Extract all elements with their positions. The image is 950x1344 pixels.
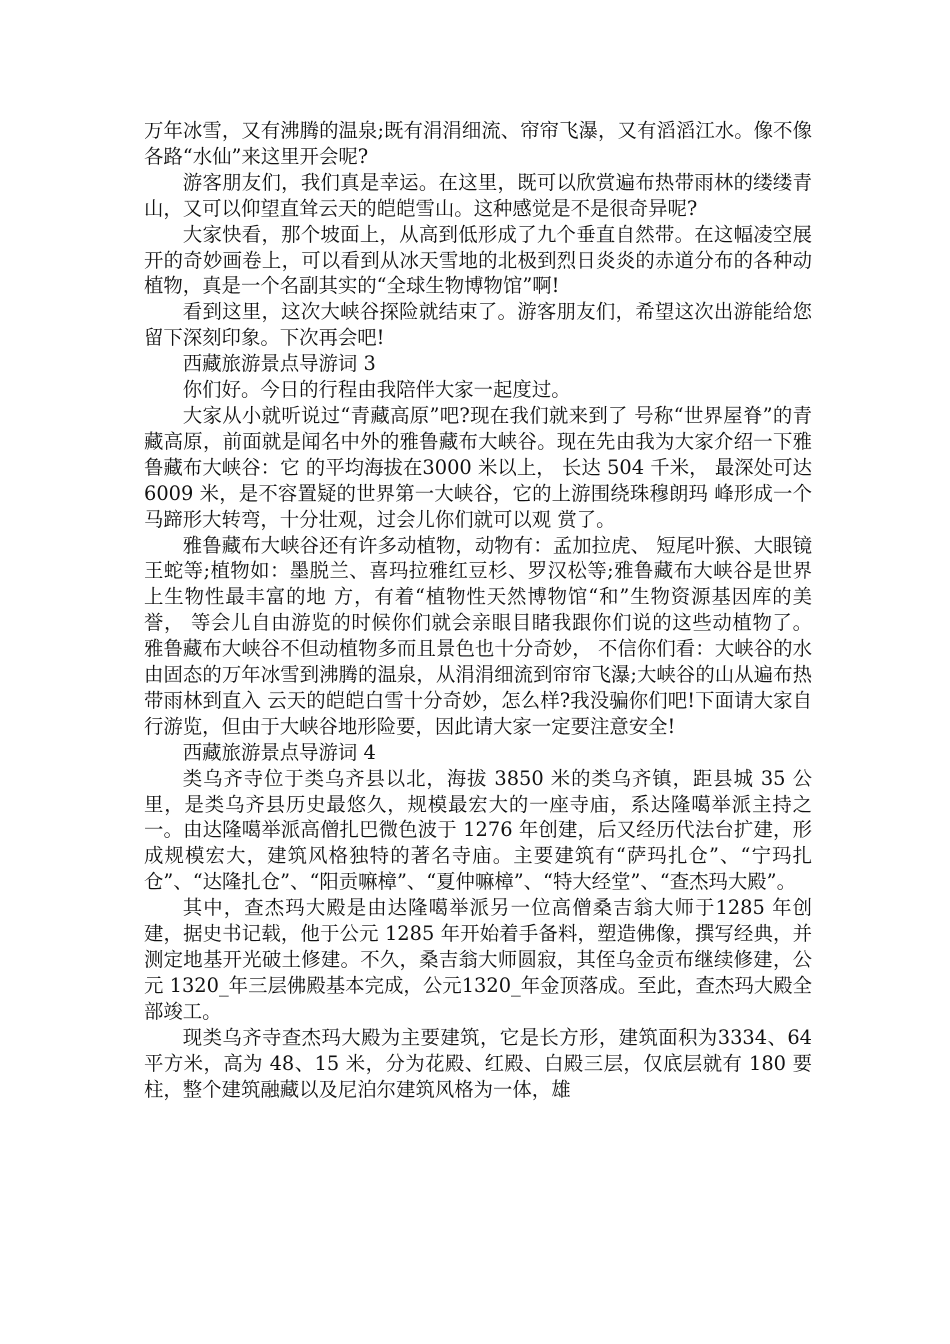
document-page	[144, 118, 812, 1102]
section-heading-3: 西藏旅游景点导游词 3	[182, 352, 376, 376]
section-heading-4: 西藏旅游景点导游词 4	[182, 740, 376, 764]
paragraph-7: 雅鲁藏布大峡谷还有许多动植物，动物有：孟加拉虎、 短尾叶猴、大眼镜王蛇等;植物如：墨脱兰、喜玛拉雅红豆杉、罗汉松等;雅鲁藏布大峡谷是世界上生物性最丰富的地 方，有着“植物性天然博物馆“和”生物资源基因库的美誉， 等会儿自由游览的时候你们就会亲眼目睹我跟你们说的这些动植物了。 雅鲁藏布大峡谷不但动植物多而且景色也十分奇妙， 不信你们看：大峡谷的水由固态的万年冰雪到沸腾的温泉，从涓涓细流到帘帘飞瀑;大峡谷的山从遍布热带雨林到直入 云天的皑皑白雪十分奇妙，怎么样?我没骗你们吧!下面请大家自行游览，但由于大峡谷地形险要，因此请大家一定要注意安全!	[144, 533, 812, 738]
paragraph-6: 大家从小就听说过“青藏高原”吧?现在我们就来到了 号称“世界屋脊”的青藏高原，前面就是闻名中外的雅鲁藏布大峡谷。现在先由我为大家介绍一下雅鲁藏布大峡谷：它 的平均海拔在3000 米以上， 长达 504 千米， 最深处可达 6009 米，是不容置疑的世界第一大峡谷，它的上游围绕珠穆朗玛 峰形成一个马蹄形大转弯，十分壮观，过会儿你们就可以观 赏了。	[144, 403, 812, 531]
paragraph-2: 游客朋友们，我们真是幸运。在这里，既可以欣赏遍布热带雨林的缕缕青山，又可以仰望直耸云天的皑皑雪山。这种感觉是不是很奇异呢?	[144, 170, 812, 220]
paragraph-1: 万年冰雪，又有沸腾的温泉;既有涓涓细流、帘帘飞瀑，又有滔滔江水。像不像各路“水仙”来这里开会呢?	[144, 119, 812, 168]
paragraph-9: 其中，查杰玛大殿是由达隆噶举派另一位高僧桑吉翁大师于1285 年创建，据史书记载，他于公元 1285 年开始着手备料，塑造佛像，撰写经典，并测定地基开光破土修建。不久，桑吉翁大师圆寂，其侄乌金贡布继续修建，公元 1320_年三层佛殿基本完成，公元1320_年金顶落成。至此，查杰玛大殿全部竣工。	[144, 896, 812, 1023]
paragraph-8: 类乌齐寺位于类乌齐县以北，海拔 3850 米的类乌齐镇，距县城 35 公里，是类乌齐县历史最悠久，规模最宏大的一座寺庙，系达隆噶举派主持之一。由达隆噶举派高僧扎巴微色波于 1276 年创建，后又经历代法台扩建，形成规模宏大，建筑风格独特的著名寺庙。主要建筑有“萨玛扎仓”、“宁玛扎仓”、“达隆扎仓”、“阳贡嘛樟”、“夏仲嘛樟”、“特大经堂”、“查杰玛大殿”。	[144, 766, 812, 894]
paragraph-5: 你们好。今日的行程由我陪伴大家一起度过。	[182, 378, 571, 402]
paragraph-10: 现类乌齐寺查杰玛大殿为主要建筑，它是长方形，建筑面积为3334、64 平方米，高为 48、15 米，分为花殿、红殿、白殿三层，仅底层就有 180 要柱，整个建筑融藏以及尼泊尔建筑风格为一体，雄	[144, 1025, 812, 1101]
paragraph-4: 看到这里，这次大峡谷探险就结束了。游客朋友们，希望这次出游能给您留下深刻印象。下次再会吧!	[144, 300, 812, 350]
paragraph-3: 大家快看，那个坡面上，从高到低形成了九个垂直自然带。在这幅凌空展开的奇妙画卷上，可以看到从冰天雪地的北极到烈日炎炎的赤道分布的各种动植物，真是一个名副其实的“全球生物博物馆”啊!	[144, 222, 812, 298]
